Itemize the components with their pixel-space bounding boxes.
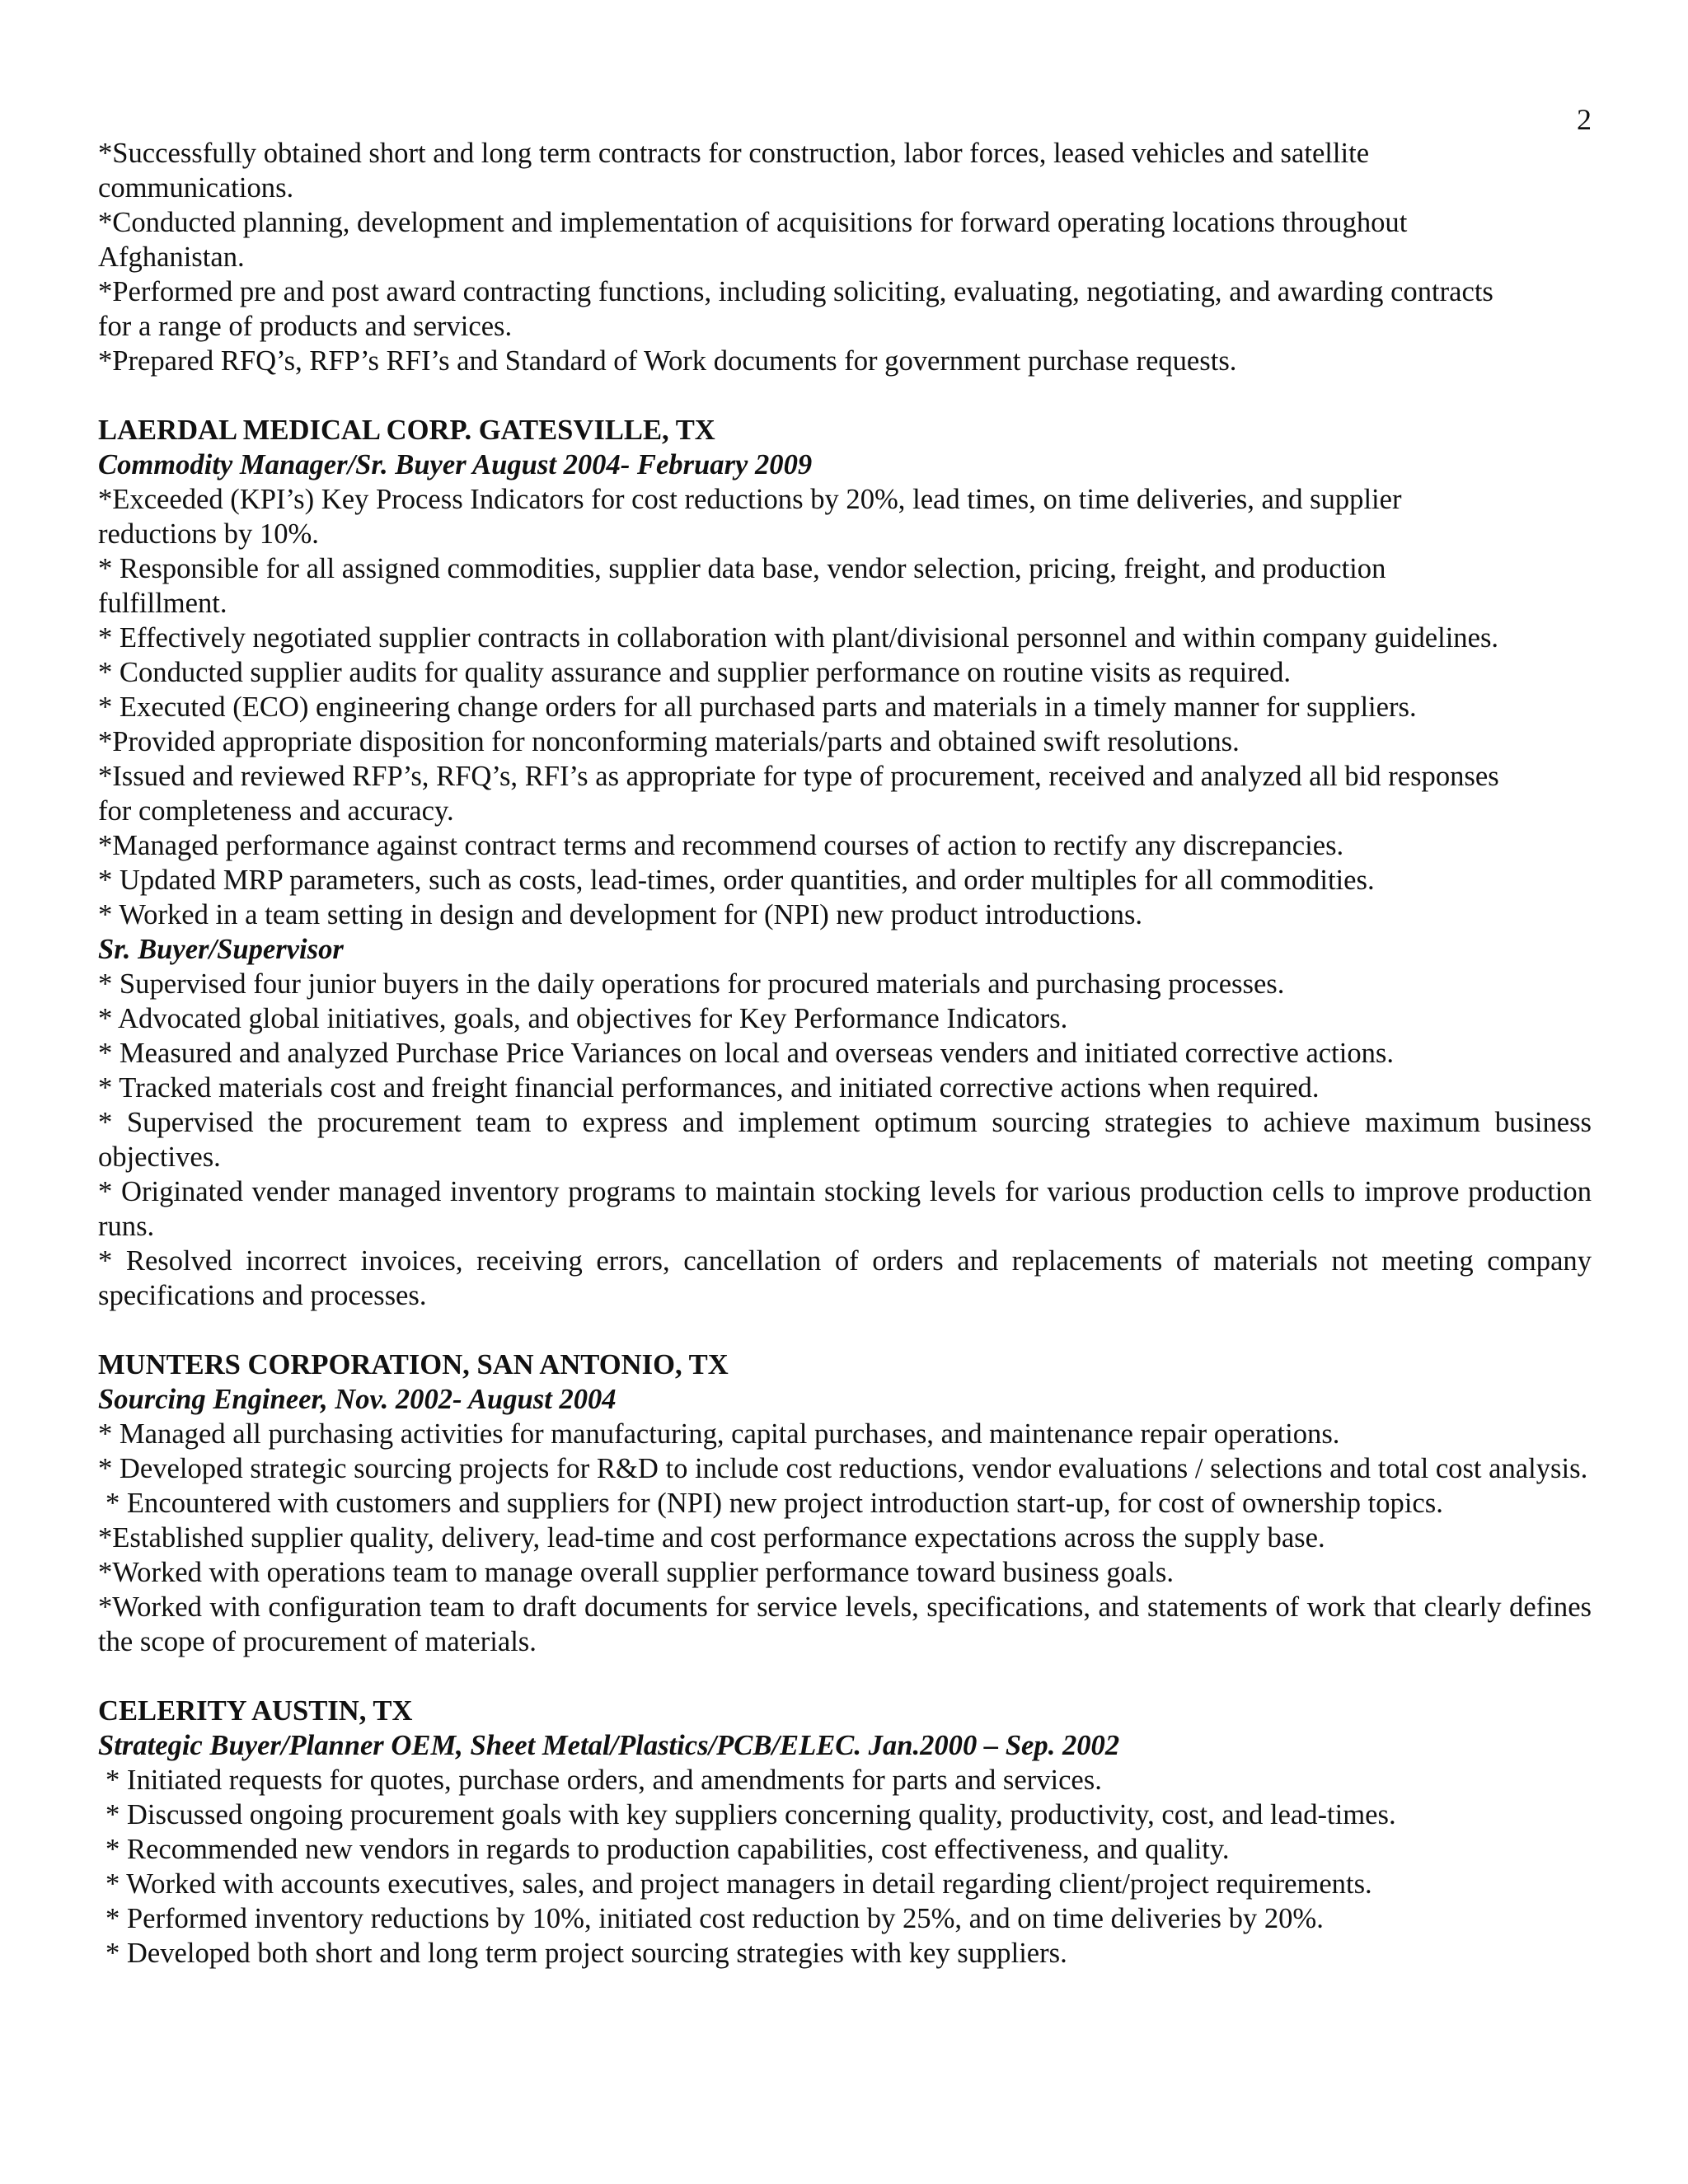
bullet-line: communications. [98, 172, 294, 204]
bullet-paragraph: * Supervised the procurement team to express and implement optimum sourcing strategies to achieve maximum business objectives. [98, 1107, 1592, 1173]
bullet-line: *Provided appropriate disposition for nonconforming materials/parts and obtained swift resolutions. [98, 726, 1240, 757]
section-gap [98, 378, 1592, 413]
bullet-line: * Effectively negotiated supplier contracts in collaboration with plant/divisional personnel and within company guidelines. [98, 622, 1499, 654]
bullet-line: *Worked with operations team to manage overall supplier performance toward business goals. [98, 1557, 1175, 1588]
role-heading: Commodity Manager/Sr. Buyer August 2004- February 2009 [98, 449, 813, 480]
role-heading: Sr. Buyer/Supervisor [98, 934, 344, 965]
celerity-section [98, 1694, 1592, 1971]
laerdal-section [98, 413, 1592, 1313]
bullet-line: * Conducted supplier audits for quality assurance and supplier performance on routine visits as required. [98, 657, 1292, 688]
resume-content [98, 136, 1592, 1971]
bullet-line: *Prepared RFQ’s, RFP’s RFI’s and Standard of Work documents for government purchase requests. [98, 345, 1237, 377]
bullet-line: * Developed both short and long term project sourcing strategies with key suppliers. [106, 1938, 1067, 1969]
bullet-line: * Worked in a team setting in design and development for (NPI) new product introductions. [98, 899, 1143, 930]
bullet-line: * Executed (ECO) engineering change orders for all purchased parts and materials in a timely manner for suppliers. [98, 691, 1417, 723]
page-number: 2 [1577, 103, 1592, 136]
bullet-line: * Responsible for all assigned commodities, supplier data base, vendor selection, pricing, freight, and production [98, 553, 1386, 584]
bullet-line: * Discussed ongoing procurement goals with key suppliers concerning quality, productivity, cost, and lead-times. [106, 1799, 1396, 1830]
bullet-line: *Successfully obtained short and long term contracts for construction, labor forces, leased vehicles and satellite [98, 138, 1370, 169]
bullet-paragraph: * Originated vender managed inventory programs to maintain stocking levels for various production cells to improve production runs. [98, 1176, 1592, 1242]
bullet-line: *Issued and reviewed RFP’s, RFQ’s, RFI’s as appropriate for type of procurement, received and analyzed all bid responses [98, 761, 1499, 792]
bullet-line: * Tracked materials cost and freight financial performances, and initiated corrective actions when required. [98, 1072, 1320, 1104]
bullet-line: for a range of products and services. [98, 311, 513, 342]
role-heading: Sourcing Engineer, Nov. 2002- August 2004 [98, 1384, 617, 1415]
bullet-line: * Worked with accounts executives, sales, and project managers in detail regarding client/project requirements. [106, 1868, 1372, 1900]
bullet-line: Afghanistan. [98, 241, 245, 273]
bullet-line: *Exceeded (KPI’s) Key Process Indicators for cost reductions by 20%, lead times, on time deliveries, and supplier [98, 484, 1402, 515]
bullet-line: *Conducted planning, development and implementation of acquisitions for forward operating locations throughout [98, 207, 1408, 238]
bullet-line: * Managed all purchasing activities for manufacturing, capital purchases, and maintenance repair operations. [98, 1418, 1340, 1450]
bullet-line: * Encountered with customers and suppliers for (NPI) new project introduction start-up, for cost of ownership topics. [106, 1488, 1443, 1519]
bullet-line: * Initiated requests for quotes, purchase orders, and amendments for parts and services. [106, 1765, 1102, 1796]
bullet-paragraph: * Developed strategic sourcing projects for R&D to include cost reductions, vendor evaluations / selections and total cost analysis. [98, 1453, 1588, 1484]
company-heading: CELERITY AUSTIN, TX [98, 1695, 413, 1727]
bullet-line: for completeness and accuracy. [98, 795, 454, 827]
section-gap [98, 1659, 1592, 1694]
munters-section [98, 1347, 1592, 1659]
bullet-line: *Performed pre and post award contracting functions, including soliciting, evaluating, negotiating, and awarding contracts [98, 276, 1493, 307]
bullet-paragraph: *Worked with configuration team to draft documents for service levels, specifications, and statements of work that clearly defines the scope of procurement of materials. [98, 1591, 1592, 1657]
company-heading: MUNTERS CORPORATION, SAN ANTONIO, TX [98, 1349, 729, 1380]
section-gap [98, 1313, 1592, 1347]
bullet-line: * Measured and analyzed Purchase Price Variances on local and overseas venders and initiated corrective actions. [98, 1038, 1395, 1069]
bullet-line: *Managed performance against contract terms and recommend courses of action to rectify any discrepancies. [98, 830, 1344, 861]
bullet-line: reductions by 10%. [98, 518, 319, 550]
bullet-line: * Performed inventory reductions by 10%, initiated cost reduction by 25%, and on time deliveries by 20%. [106, 1903, 1324, 1934]
bullet-line: * Advocated global initiatives, goals, and objectives for Key Performance Indicators. [98, 1003, 1068, 1034]
bullet-line: * Updated MRP parameters, such as costs, lead-times, order quantities, and order multiples for all commodities. [98, 865, 1375, 896]
bullet-line: * Recommended new vendors in regards to production capabilities, cost effectiveness, and quality. [106, 1834, 1230, 1865]
bullet-line: fulfillment. [98, 588, 227, 619]
intro-section [98, 136, 1592, 378]
bullet-line: * Supervised four junior buyers in the daily operations for procured materials and purchasing processes. [98, 968, 1285, 1000]
bullet-line: *Established supplier quality, delivery, lead-time and cost performance expectations across the supply base. [98, 1522, 1325, 1554]
role-heading: Strategic Buyer/Planner OEM, Sheet Metal/Plastics/PCB/ELEC. Jan.2000 – Sep. 2002 [98, 1730, 1120, 1761]
bullet-paragraph: * Resolved incorrect invoices, receiving errors, cancellation of orders and replacements of materials not meeting company specifications and processes. [98, 1245, 1592, 1311]
company-heading: LAERDAL MEDICAL CORP. GATESVILLE, TX [98, 415, 715, 446]
